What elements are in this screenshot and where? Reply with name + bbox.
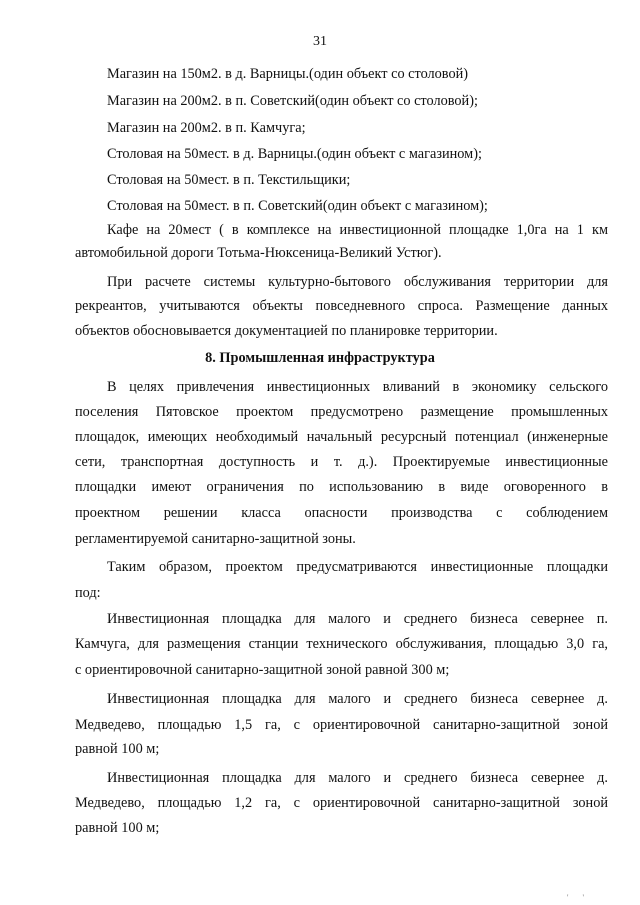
section-heading: 8. Промышленная инфраструктура: [205, 350, 435, 366]
site-line: равной 100 м;: [75, 741, 160, 757]
paragraph-line: В целях привлечения инвестиционных вливаний в экономику сельского: [107, 379, 608, 395]
facility-line: Столовая на 50мест. в д. Варницы.(один объект с магазином);: [107, 146, 482, 162]
site-line: Медведево, площадью 1,5 га, с ориентировочной санитарно-защитной зоной: [75, 717, 608, 733]
page-number: 31: [313, 34, 327, 49]
paragraph-line: При расчете системы культурно-бытового обслуживания территории для: [107, 274, 608, 290]
paragraph-line: площадок, имеющих необходимый начальный ресурсный потенциал (инженерные: [75, 429, 608, 445]
paragraph-line: объектов обосновывается документацией по планировке территории.: [75, 323, 498, 339]
facility-line: Столовая на 50мест. в п. Текстильщики;: [107, 172, 351, 188]
paragraph-line: поселения Пятовское проектом предусмотрено размещение промышленных: [75, 404, 608, 420]
facility-line: Магазин на 200м2. в п. Камчуга;: [107, 120, 306, 136]
paragraph-line: регламентируемой санитарно-защитной зоны.: [75, 531, 356, 547]
paragraph-line: под:: [75, 585, 101, 601]
site-line: Инвестиционная площадка для малого и среднего бизнеса севернее д.: [107, 691, 608, 707]
site-line: Камчуга, для размещения станции технического обслуживания, площадью 3,0 га,: [75, 636, 608, 652]
site-line: Инвестиционная площадка для малого и среднего бизнеса севернее п.: [107, 611, 608, 627]
facility-line: Кафе на 20мест ( в комплексе на инвестиционной площадке 1,0га на 1 км: [107, 222, 608, 238]
scan-mark: ' ': [567, 893, 590, 902]
site-line: Медведево, площадью 1,2 га, с ориентировочной санитарно-защитной зоной: [75, 795, 608, 811]
facility-line: Столовая на 50мест. в п. Советский(один объект с магазином);: [107, 198, 488, 214]
paragraph-line: Таким образом, проектом предусматриваются инвестиционные площадки: [107, 559, 608, 575]
paragraph-line: проектном решении класса опасности производства с соблюдением: [75, 505, 608, 521]
paragraph-line: сети, транспортная доступность и т. д.). Проектируемые инвестиционные: [75, 454, 608, 470]
facility-line: автомобильной дороги Тотьма-Нюксеница-Великий Устюг).: [75, 245, 442, 261]
site-line: с ориентировочной санитарно-защитной зоной равной 300 м;: [75, 662, 450, 678]
facility-line: Магазин на 200м2. в п. Советский(один объект со столовой);: [107, 93, 478, 109]
paragraph-line: площадки имеют ограничения по использованию в виде оговоренного в: [75, 479, 608, 495]
facility-line: Магазин на 150м2. в д. Варницы.(один объект со столовой): [107, 66, 469, 82]
paragraph-line: рекреантов, учитываются объекты повседневного спроса. Размещение данных: [75, 298, 608, 314]
site-line: Инвестиционная площадка для малого и среднего бизнеса севернее д.: [107, 770, 608, 786]
site-line: равной 100 м;: [75, 820, 160, 836]
